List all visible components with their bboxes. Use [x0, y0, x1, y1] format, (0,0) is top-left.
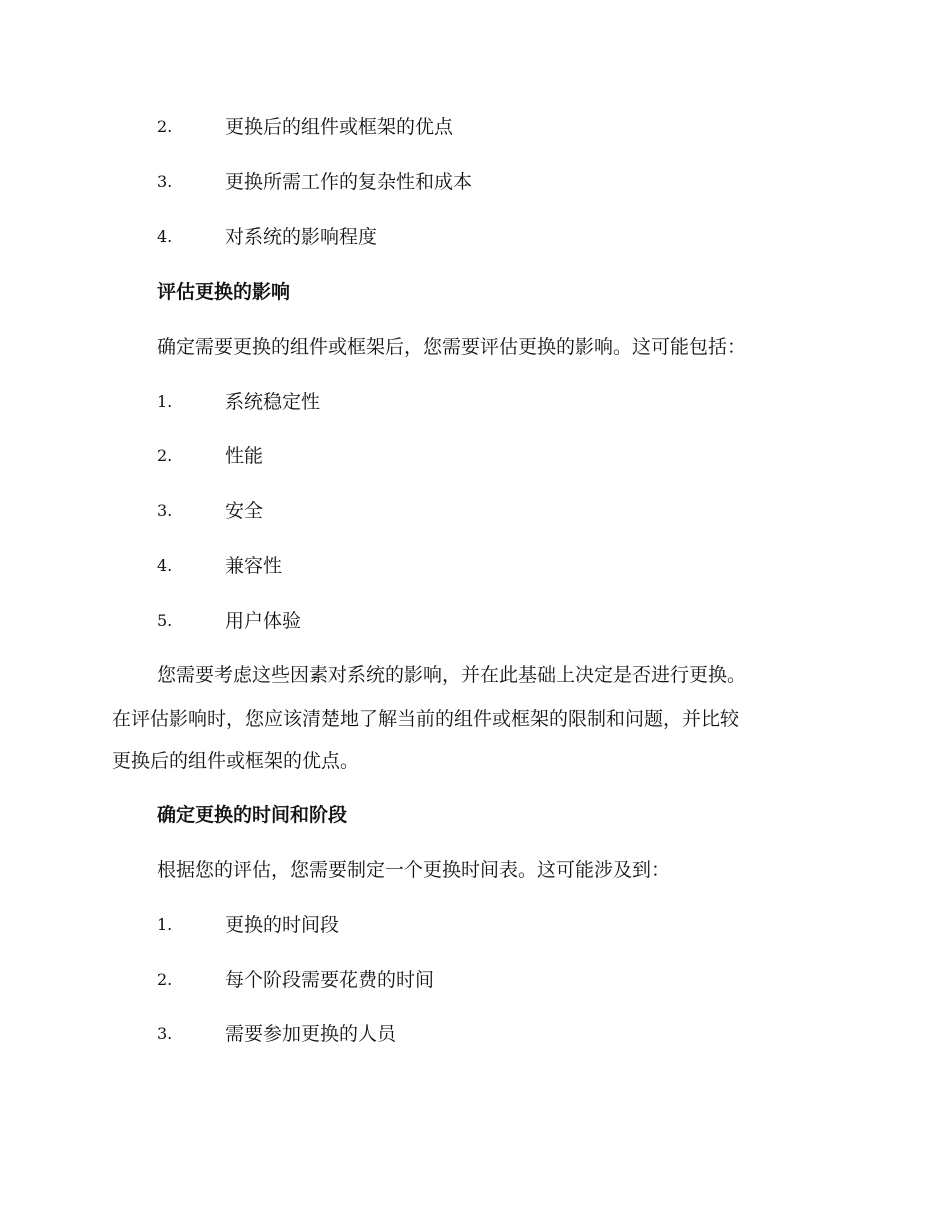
list-number: 1. [157, 915, 173, 934]
list-text: 更换所需工作的复杂性和成本 [225, 171, 473, 193]
list-number: 2. [157, 117, 173, 136]
list-number: 3. [157, 1024, 173, 1043]
section-intro: 根据您的评估，您需要制定一个更换时间表。这可能涉及到： [157, 859, 671, 881]
list-text: 系统稳定性 [225, 391, 321, 413]
list-text: 安全 [225, 500, 264, 522]
list-number: 2. [157, 970, 173, 989]
list-text: 用户体验 [225, 610, 302, 632]
list-number: 3. [157, 501, 173, 520]
list-number: 4. [157, 556, 173, 575]
list-number: 4. [157, 227, 173, 246]
list-number: 2. [157, 446, 173, 465]
section-heading-assess-impact: 评估更换的影响 [157, 281, 291, 303]
paragraph-line: 您需要考虑这些因素对系统的影响，并在此基础上决定是否进行更换。 [157, 664, 747, 686]
list-text: 每个阶段需要花费的时间 [225, 969, 435, 991]
list-number: 1. [157, 392, 173, 411]
paragraph-line: 更换后的组件或框架的优点。 [112, 750, 360, 772]
list-number: 5. [157, 611, 173, 630]
list-text: 需要参加更换的人员 [225, 1023, 397, 1045]
list-text: 性能 [225, 445, 264, 467]
list-text: 更换的时间段 [225, 914, 340, 936]
list-number: 3. [157, 172, 173, 191]
list-text: 更换后的组件或框架的优点 [225, 116, 454, 138]
section-heading-schedule: 确定更换的时间和阶段 [157, 804, 348, 826]
list-text: 对系统的影响程度 [225, 226, 378, 248]
list-text: 兼容性 [225, 555, 283, 577]
paragraph-line: 在评估影响时，您应该清楚地了解当前的组件或框架的限制和问题，并比较 [112, 708, 740, 730]
section-intro: 确定需要更换的组件或框架后，您需要评估更换的影响。这可能包括： [157, 336, 747, 358]
